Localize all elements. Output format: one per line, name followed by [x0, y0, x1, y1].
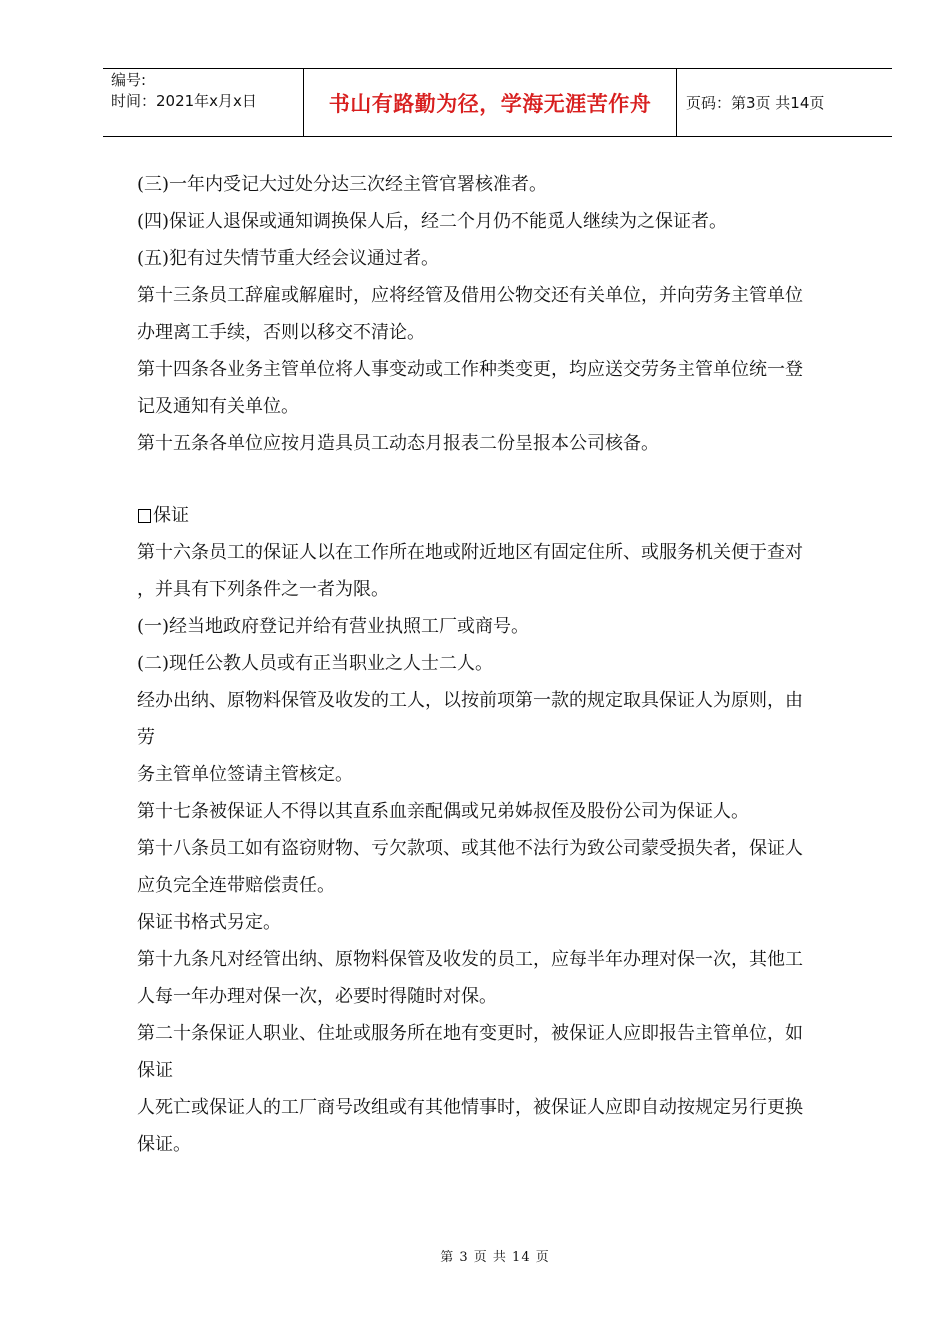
body-line: 办理离工手续，否则以移交不清论。 — [137, 322, 425, 343]
header-meta-cell — [103, 69, 304, 136]
section-line: 第十六条员工的保证人以在工作所在地或附近地区有固定住所、或服务机关便于查对 — [137, 542, 803, 563]
body-line: 第十四条各业务主管单位将人事变动或工作种类变更，均应送交劳务主管单位统一登 — [137, 359, 803, 380]
page-footer — [0, 1246, 950, 1265]
body-line: 记及通知有关单位。 — [137, 396, 299, 417]
paragraph-gap — [137, 462, 857, 497]
document-body — [137, 166, 857, 1163]
section-line: 劳 — [137, 727, 155, 748]
section-line: 务主管单位签请主管核定。 — [137, 764, 353, 785]
section-line: 人死亡或保证人的工厂商号改组或有其他情事时，被保证人应即自动按规定另行更换 — [137, 1097, 803, 1118]
section-line: 经办出纳、原物料保管及收发的工人，以按前项第一款的规定取具保证人为原则，由 — [137, 690, 803, 711]
body-line: 第十三条员工辞雇或解雇时，应将经管及借用公物交还有关单位，并向劳务主管单位 — [137, 285, 803, 306]
document-time-label: 时间：2021年x月x日 — [111, 92, 257, 110]
section-heading — [137, 497, 857, 534]
header-motto: 书山有路勤为径，学海无涯苦作舟 — [328, 91, 652, 116]
section-line: (二)现任公教人员或有正当职业之人士二人。 — [137, 653, 494, 674]
section-title: 保证 — [153, 505, 189, 526]
section-line: 保证 — [137, 1060, 173, 1081]
footer-page-number: 第 3 页 共 14 页 — [440, 1250, 550, 1265]
section-line: 保证书格式另定。 — [137, 912, 281, 933]
body-line: (四)保证人退保或通知调换保人后，经二个月仍不能觅人继续为之保证者。 — [137, 211, 728, 232]
body-line: 第十五条各单位应按月造具员工动态月报表二份呈报本公司核备。 — [137, 433, 659, 454]
body-line: (三)一年内受记大过处分达三次经主管官署核准者。 — [137, 174, 548, 195]
section-line: 应负完全连带赔偿责任。 — [137, 875, 335, 896]
header-motto-cell — [304, 69, 677, 136]
empty-box-icon — [138, 509, 151, 523]
body-line: (五)犯有过失情节重大经会议通过者。 — [137, 248, 440, 269]
section-line: 保证。 — [137, 1134, 191, 1155]
section-line: 第二十条保证人职业、住址或服务所在地有变更时，被保证人应即报告主管单位，如 — [137, 1023, 803, 1044]
document-number-label: 编号: — [111, 71, 147, 89]
section-line: ，并具有下列条件之一者为限。 — [137, 579, 389, 600]
section-line: 人每一年办理对保一次，必要时得随时对保。 — [137, 986, 497, 1007]
section-line: (一)经当地政府登记并给有营业执照工厂或商号。 — [137, 616, 530, 637]
page-header — [103, 68, 892, 137]
header-page-info: 页码：第3页 共14页 — [686, 94, 825, 112]
section-line: 第十八条员工如有盗窃财物、亏欠款项、或其他不法行为致公司蒙受损失者，保证人 — [137, 838, 803, 859]
section-line: 第十九条凡对经管出纳、原物料保管及收发的员工，应每半年办理对保一次，其他工 — [137, 949, 803, 970]
header-page-cell — [677, 69, 892, 136]
section-line: 第十七条被保证人不得以其直系血亲配偶或兄弟姊叔侄及股份公司为保证人。 — [137, 801, 749, 822]
